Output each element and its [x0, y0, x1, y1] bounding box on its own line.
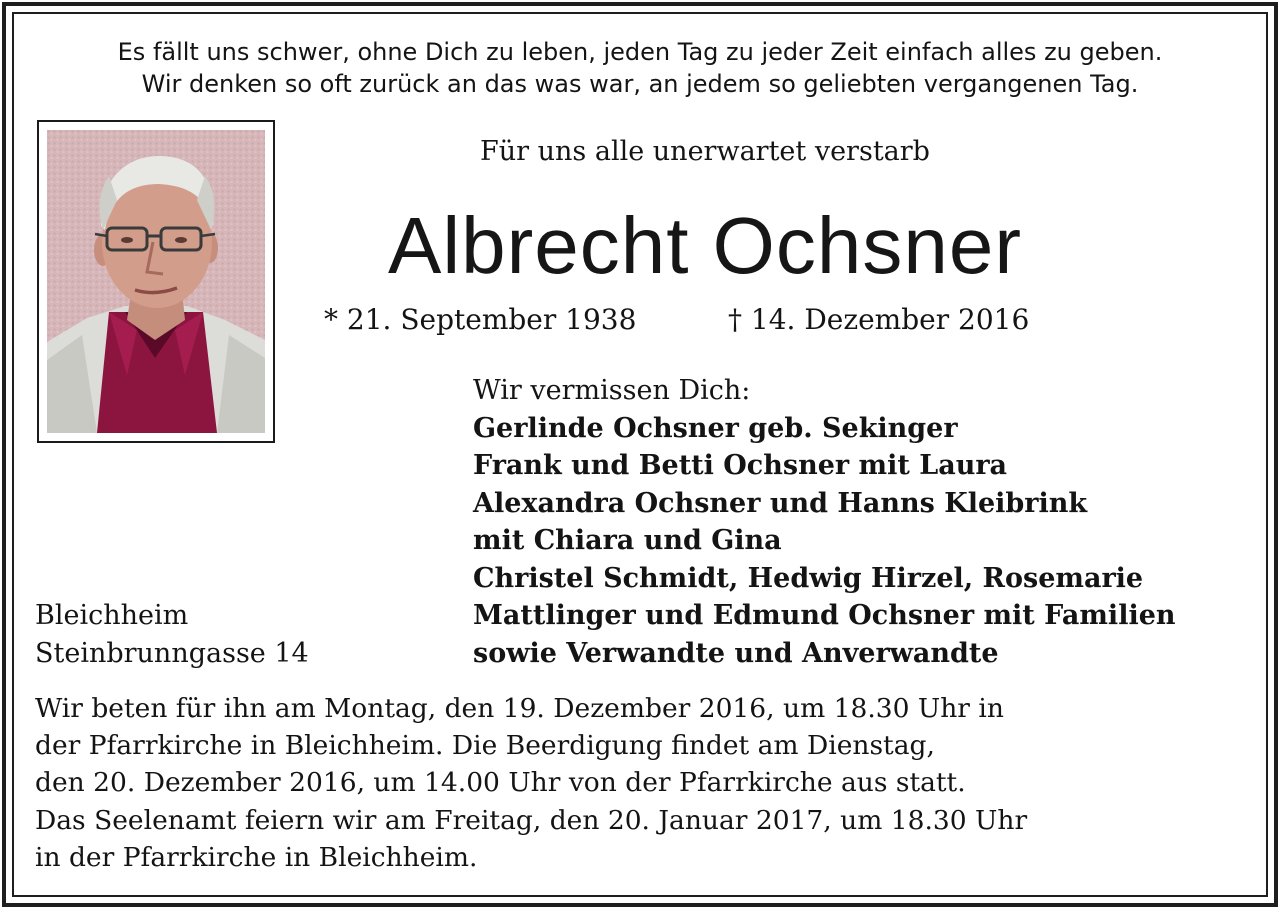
mourner-line: Christel Schmidt, Hedwig Hirzel, Rosemarie — [473, 562, 1144, 594]
mourner-line: mit Chiara und Gina — [473, 525, 782, 556]
intro-text: Für uns alle unerwartet verstarb — [480, 136, 930, 167]
motto-line-1: Es fällt uns schwer, ohne Dich zu leben, jeden Tag zu jeder Zeit einfach alles zu geben. — [117, 38, 1163, 66]
mourner-line: Mattlinger und Edmund Ochsner mit Familien — [473, 600, 1176, 631]
address-town: Bleichheim — [35, 600, 189, 631]
motto-line-2: Wir denken so oft zurück an das was war, an jedem so geliebten vergangenen Tag. — [141, 70, 1139, 98]
mourner-line: Frank und Betti Ochsner mit Laura — [473, 450, 1008, 481]
service-line: Das Seelenamt feiern wir am Freitag, den 20. Januar 2017, um 18.30 Uhr — [35, 804, 1028, 836]
mourner-line: sowie Verwandte und Anverwandte — [473, 637, 999, 669]
deceased-name: Albrecht Ochsner — [387, 201, 1023, 290]
portrait-photo — [37, 120, 275, 443]
service-line: den 20. Dezember 2016, um 14.00 Uhr von der Pfarrkirche aus statt. — [35, 767, 966, 799]
service-info — [35, 690, 1027, 876]
address-block — [35, 597, 309, 673]
portrait-image — [47, 130, 265, 433]
address-street: Steinbrunngasse 14 — [35, 638, 309, 669]
mourners-block — [473, 372, 1176, 672]
birth-date: * 21. September 1938 — [324, 303, 637, 336]
death-date: † 14. Dezember 2016 — [728, 303, 1030, 336]
service-line: in der Pfarrkirche in Bleichheim. — [35, 841, 478, 873]
mourners-heading: Wir vermissen Dich: — [473, 375, 751, 406]
mourner-line: Gerlinde Ochsner geb. Sekinger — [473, 412, 958, 444]
service-line: Wir beten für ihn am Montag, den 19. Dezember 2016, um 18.30 Uhr in — [35, 693, 1004, 724]
mourner-line: Alexandra Ochsner und Hanns Kleibrink — [473, 487, 1088, 519]
service-line: der Pfarrkirche in Bleichheim. Die Beerdigung findet am Dienstag, — [35, 730, 935, 762]
